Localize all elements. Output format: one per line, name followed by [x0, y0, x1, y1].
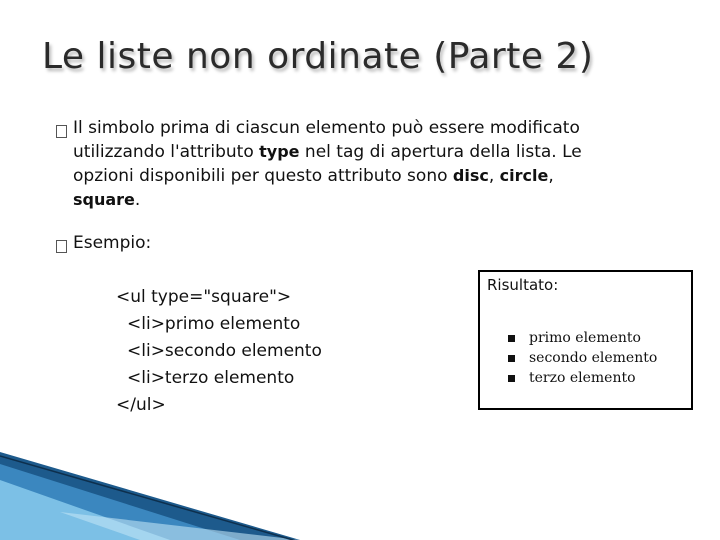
code-line: <li>terzo elemento	[127, 368, 295, 388]
result-preview-box	[478, 270, 693, 410]
paragraph-text: ,	[488, 166, 500, 186]
keyword-disc: disc	[452, 166, 489, 185]
list-item-text: secondo elemento	[529, 350, 658, 366]
paragraph-text: nel tag di apertura della lista. Le	[299, 142, 582, 162]
paragraph-text: utilizzando l'attributo	[73, 142, 260, 162]
result-label: Risultato:	[487, 276, 559, 294]
code-example	[116, 284, 322, 419]
code-line: </ul>	[116, 395, 166, 415]
keyword-square: square	[73, 190, 135, 209]
keyword-type: type	[259, 142, 300, 161]
checkbox-bullet-icon	[56, 240, 67, 253]
square-bullet-icon	[508, 355, 515, 362]
paragraph-line-4	[73, 188, 673, 212]
result-list	[508, 328, 657, 388]
code-line: <ul type="square">	[116, 287, 292, 307]
square-bullet-icon	[508, 375, 515, 382]
slide-title: Le liste non ordinate (Parte 2)	[42, 36, 594, 77]
list-item-text: primo elemento	[529, 330, 641, 346]
bullet-paragraph-2: Esempio:	[73, 233, 152, 253]
list-item	[508, 348, 657, 368]
bullet-paragraph-1	[73, 117, 673, 212]
checkbox-bullet-icon	[56, 125, 67, 138]
code-line: <li>primo elemento	[127, 314, 301, 334]
list-item	[508, 368, 657, 388]
list-item	[508, 328, 657, 348]
paragraph-text: opzioni disponibili per questo attributo sono	[73, 166, 453, 186]
keyword-circle: circle	[499, 166, 549, 185]
square-bullet-icon	[508, 335, 515, 342]
paragraph-line-2	[73, 140, 673, 164]
paragraph-line-3	[73, 164, 673, 188]
list-item-text: terzo elemento	[529, 370, 636, 386]
paragraph-text: .	[134, 190, 141, 210]
code-line: <li>secondo elemento	[127, 341, 322, 361]
corner-decoration	[0, 450, 300, 540]
paragraph-text: ,	[548, 166, 554, 186]
paragraph-line-1: Il simbolo prima di ciascun elemento può essere modificato	[73, 118, 580, 138]
